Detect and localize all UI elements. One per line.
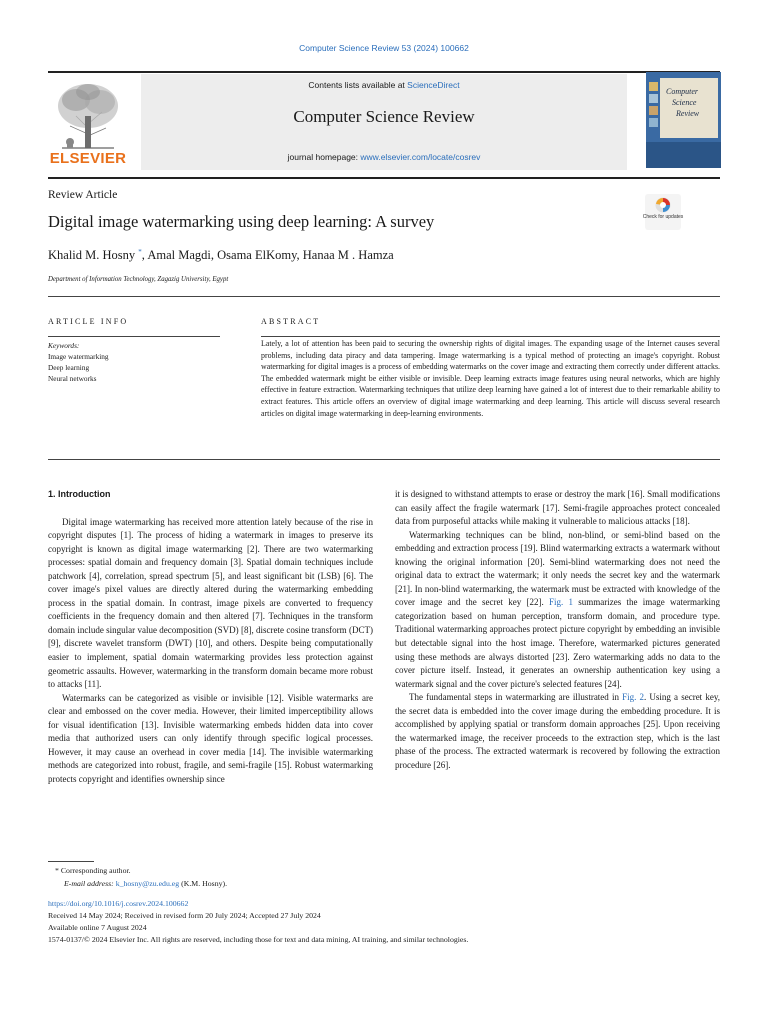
available-online: Available online 7 August 2024 [48, 923, 147, 932]
abstract-divider [48, 459, 720, 460]
body-paragraph: it is designed to withstand attempts to erase or destroy the mark [16]. Small modifications can easily affect the fragile watermark [17]. Semi-fragile approaches protect concealed data from purposeful attacks while making it vulnerable to malicious attacks [18]. [395, 489, 720, 527]
article-info-rule [48, 336, 220, 337]
keywords-label: Keywords: [48, 341, 80, 350]
homepage-link[interactable]: www.elsevier.com/locate/cosrev [360, 152, 481, 162]
journal-cover-thumbnail[interactable] [646, 72, 721, 168]
footnote-rule [48, 861, 94, 862]
keyword-item: Image watermarking [48, 352, 109, 361]
email-note: E-mail address: k_hosny@zu.edu.eg (K.M. Hosny). [64, 879, 228, 888]
journal-homepage: journal homepage: www.elsevier.com/locate/cosrev [287, 152, 481, 162]
author-list: Khalid M. Hosny *, Amal Magdi, Osama ElKomy, Hanaa M . Hamza [48, 248, 394, 263]
contents-line: Contents lists available at ScienceDirect [308, 80, 460, 90]
received-dates: Received 14 May 2024; Received in revised form 20 July 2024; Accepted 27 July 2024 [48, 911, 321, 920]
journal-title: Computer Science Review [293, 107, 475, 126]
body-left-column [48, 488, 373, 786]
abstract-text: Lately, a lot of attention has been paid to securing the ownership rights of digital images. The expanding usage of the Internet causes several problems, including data piracy and data tampering. Image watermarking is a typical method of protecting an image's copyright. Robust watermarking for digital images is a process of embedding watermarks on the cover image and extracting them correctly under different attacks. The embedded watermark might be either visible or invisible. Deep learning extracts image features using neural networks, which are highly effective in feature extraction. Watermarking techniques that utilize deep learning have gained a lot of interest due to their remarkable ability to extract features. This article offers an overview of digital image watermarking and deep learning. This article will discuss several research articles on digital image watermarking in deep-learning environments. [261, 339, 720, 418]
body-paragraph: Watermarks can be categorized as visible or invisible [12]. Visible watermarks are clear and embossed on the cover media. However, their limited imperceptibility allows for visual identification [13]. Invisible watermarking embeds hidden data into cover media that authorized users can only identify through specific logical processes. However, it may cause an overhead in cover media [14]. The invisible watermarking methods are categorized into robust, fragile, and semi-fragile [15]. Robust watermarking protects copyright and identifies ownership since [48, 692, 373, 784]
article-type: Review Article [48, 189, 118, 201]
masthead-bottom-rule [48, 177, 720, 179]
abstract-heading: ABSTRACT [261, 317, 321, 326]
affiliation: Department of Information Technology, Zagazig University, Egypt [48, 276, 229, 283]
sciencedirect-link[interactable]: ScienceDirect [407, 80, 460, 90]
keyword-item: Deep learning [48, 363, 90, 372]
check-for-updates-icon[interactable] [645, 194, 681, 230]
figure-2-link[interactable]: Fig. 2 [622, 692, 645, 703]
corresponding-author-note: * Corresponding author. [55, 866, 131, 875]
section-heading-introduction: 1. Introduction [48, 489, 111, 499]
journal-citation[interactable]: Computer Science Review 53 (2024) 100662 [299, 43, 469, 53]
body-paragraph: The fundamental steps in watermarking are illustrated in Fig. 2. Using a secret key, the secret data is embedded into the cover image during the embedding procedure. It is accomplished by applying spatial or transform domain approaches [25]. Upon receiving the watermarked image, the receiver proceeds to the extraction step, which is the last phase of the process. The extracted watermark is recovered by following the extraction procedure [26]. [395, 692, 720, 770]
keyword-item: Neural networks [48, 374, 97, 383]
abstract-rule [261, 336, 720, 337]
body-paragraph: Digital image watermarking has received more attention lately because of the rise in copyright disputes [1]. The process of hiding a watermark in images to preserve its copyright is known as digital image watermarking [2]. There are two watermarking processes: spatial domain and frequency domain [3]. Spatial domain techniques include patchwork [4], correlation, spread spectrum [5], and least significant bit (LSB) [6]. The cover image's pixel values are directly altered during the watermarking embedding process in the spatial domain. In contrast, image pixels are converted to frequency coefficients in the frequency domain and then altered [7]. Techniques in the transform domain include singular value decomposition (SVD) [8], discrete cosine transform (DCT) [9], discrete wavelet transform (DWT) [10], and others. Despite being computationally easier to implement, spatial domain watermarking provides less protection against geometric assaults. However, watermarking in the transform domain became more robust to attacks [11]. [48, 516, 373, 690]
figure-1-link[interactable]: Fig. 1 [549, 597, 574, 608]
article-info-heading: ARTICLE INFO [48, 317, 129, 326]
masthead-top-rule [48, 71, 720, 73]
header-divider [48, 296, 720, 297]
doi-link[interactable]: https://doi.org/10.1016/j.cosrev.2024.100662 [48, 899, 189, 908]
elsevier-wordmark: ELSEVIER [49, 150, 127, 167]
copyright-notice: 1574-0137/© 2024 Elsevier Inc. All rights are reserved, including those for text and data mining, AI training, and similar technologies. [48, 935, 469, 944]
check-for-updates-label[interactable]: Check for updates [642, 214, 684, 220]
article-title: Digital image watermarking using deep learning: A survey [48, 212, 435, 231]
email-link[interactable]: k_hosny@zu.edu.eg [115, 879, 180, 888]
corresponding-author-mark[interactable]: * [138, 248, 142, 256]
body-right-column [395, 488, 720, 772]
body-paragraph: Watermarking techniques can be blind, non-blind, or semi-blind based on the embedding and extraction process [19]. Blind watermarking extracts a watermark without knowing the original information [20]. Semi-blind watermarking does not need the original data to extract the watermark; it only needs the secret key and the watermark [21]. In non-blind watermarking, the watermark must be extracted with knowledge of the cover image and the secret key [22]. Fig. 1 summarizes the image watermarking categorization based on human perception, transform domain, and procedure type. Traditional watermarking approaches protect picture copyright by embedding an invisible but detectable signal into the host image. Therefore, watermarked pictures generated using these methods are always distorted [23]. Zero watermarking adds no data to the cover picture itself. Instead, it generates an ownership authentication key using a watermark signal and the cover picture's selected features [24]. [395, 529, 720, 689]
cover-title: Computer Science Review [666, 87, 700, 118]
